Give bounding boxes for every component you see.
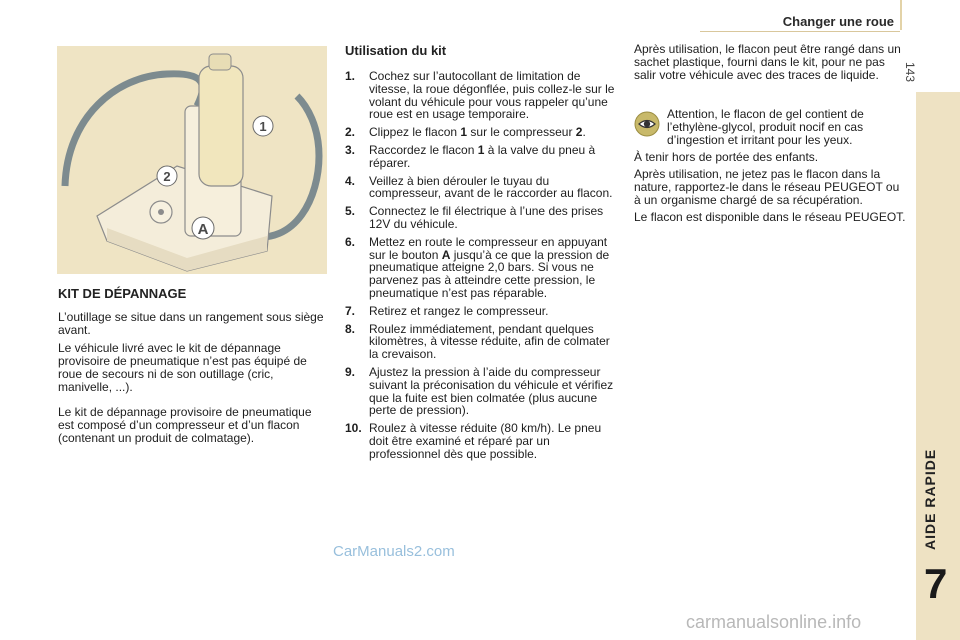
step-text: .	[582, 125, 586, 140]
step-ref: 2	[575, 125, 583, 140]
kit-illustration	[57, 46, 327, 274]
step-number: 9.	[345, 364, 356, 379]
label-compressor: 2	[163, 169, 171, 184]
step-item	[345, 144, 620, 170]
step-item	[345, 70, 620, 121]
warning-notice	[634, 108, 906, 147]
usage-title: Utilisation du kit	[345, 43, 447, 58]
after-use-paragraph: Le flacon est disponible dans le réseau PEUGEOT.	[634, 210, 906, 224]
page-number-text: 143	[903, 62, 917, 83]
step-text: à la valve du pneu à réparer.	[369, 142, 596, 170]
step-text: Veillez à bien dérouler le tuyau du compresseur, avant de le raccorder au flacon.	[369, 173, 613, 201]
side-tab-label: AIDE RAPIDE	[922, 448, 938, 550]
step-ref: 1	[477, 142, 485, 157]
step-number: 8.	[345, 321, 356, 336]
kit-paragraph: Le véhicule livré avec le kit de dépannage provisoire de pneumatique n’est pas équipé de roue de secours ni de son outillage (cric, manivelle, ...).	[58, 341, 307, 394]
step-item	[345, 236, 620, 300]
header-tick	[900, 0, 902, 30]
kit-title: KIT DE DÉPANNAGE	[58, 286, 187, 301]
step-text: Clippez le flacon	[369, 125, 461, 140]
step-number: 6.	[345, 234, 356, 249]
step-text: Roulez à vitesse réduite (80 km/h). Le pneu doit être examiné et réparé par un professionnel dès que possible.	[369, 421, 602, 461]
step-item	[345, 366, 620, 417]
header-title: Changer une roue	[782, 14, 894, 29]
compressor-drawing	[57, 46, 327, 274]
label-bottle: 1	[259, 119, 267, 134]
kit-paragraph: L’outillage se situe dans un rangement sous siège avant.	[58, 310, 324, 337]
step-text: Roulez immédiatement, pendant quelques kilomètres, à vitesse réduite, afin de colmater la crevaison.	[369, 321, 610, 362]
kit-description	[58, 311, 328, 450]
step-number: 3.	[345, 142, 356, 157]
step-text: Raccordez le flacon	[369, 142, 478, 157]
after-use-column	[634, 43, 906, 228]
watermark-carmanuals: CarManuals2.com	[333, 543, 455, 560]
step-text: Retirez et rangez le compresseur.	[369, 303, 549, 318]
step-number: 5.	[345, 204, 356, 219]
step-ref: A	[441, 247, 451, 262]
step-number: 10.	[345, 421, 362, 436]
step-item	[345, 323, 620, 361]
after-use-paragraph: Après utilisation, ne jetez pas le flacon dans la nature, rapportez-le dans le réseau PEUGEOT ou à un organisme chargé de sa récupération.	[634, 167, 900, 207]
after-use-paragraph: À tenir hors de portée des enfants.	[634, 150, 819, 164]
step-ref: 1	[460, 125, 468, 140]
chapter-number: 7	[924, 560, 948, 607]
step-number: 1.	[345, 69, 356, 83]
watermark-carmanualsonline: carmanualsonline.info	[686, 612, 862, 632]
step-text: Connectez le fil électrique à l’une des prises 12V du véhicule.	[369, 204, 604, 231]
step-text: Mettez en route le compresseur en appuyant sur le bouton	[369, 234, 608, 262]
step-item	[345, 205, 620, 231]
step-text: Ajustez la pression à l’aide du compresseur suivant la préconisation du véhicule et vérifiez que la fuite est bien colmatée (plus aucune perte de pression).	[369, 364, 614, 418]
label-button: A	[197, 221, 209, 238]
header-rule	[700, 31, 900, 32]
kit-paragraph: Le kit de dépannage provisoire de pneumatique est composé d’un compresseur et d’un flacon (contenant un produit de colmatage).	[58, 405, 312, 445]
step-text: Cochez sur l’autocollant de limitation de vitesse, la roue dégonflée, puis collez-le sur le volant du véhicule pour vous rappeler qu’une roue est en usage temporaire.	[369, 69, 615, 122]
step-item	[345, 305, 620, 318]
step-number: 2.	[345, 125, 356, 140]
step-number: 7.	[345, 303, 356, 318]
side-tab	[916, 92, 960, 640]
warning-text: Attention, le flacon de gel contient de l’ethylène-glycol, produit nocif en cas d’ingestion et irritant pour les yeux.	[667, 107, 864, 147]
step-number: 4.	[345, 173, 356, 188]
usage-steps	[345, 70, 620, 466]
after-use-intro: Après utilisation, le flacon peut être rangé dans un sachet plastique, fourni dans le kit, pour ne pas salir votre véhicule avec des traces de liquide.	[634, 42, 901, 82]
step-text: sur le compresseur	[467, 125, 576, 140]
step-item	[345, 422, 620, 460]
step-item	[345, 126, 620, 139]
step-text: jusqu’à ce que la pression de pneumatique atteigne 2,0 bars. Si vous ne parvenez pas à atteindre cette pression, le pneumatique n’est pas réparable.	[369, 247, 610, 300]
eye-warning-icon	[634, 111, 660, 137]
step-item	[345, 175, 620, 201]
